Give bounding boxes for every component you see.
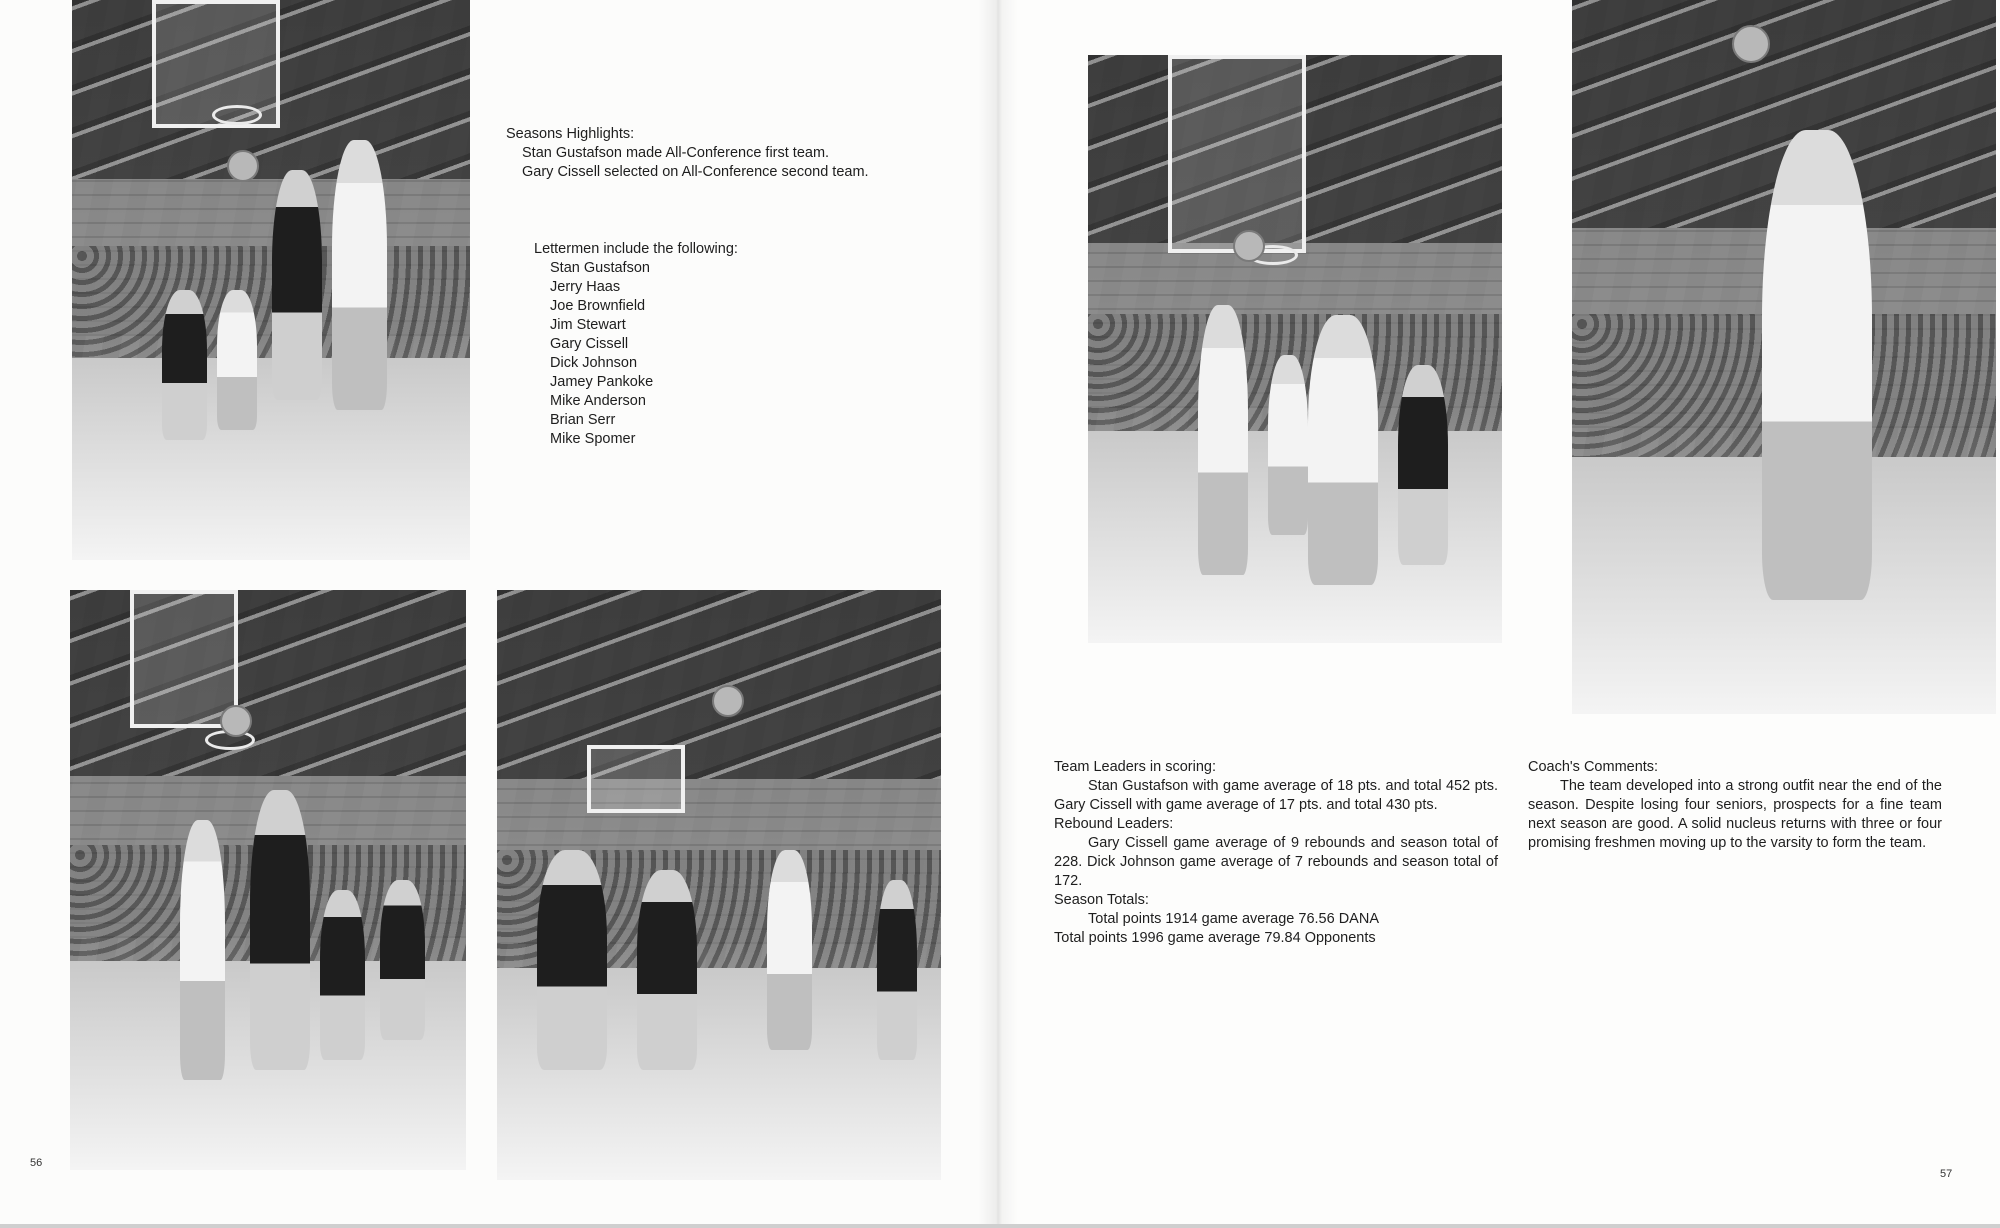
letterman-name: Mike Spomer xyxy=(550,431,636,447)
rebound-heading: Rebound Leaders: xyxy=(1054,816,1174,832)
lettermen-names xyxy=(534,259,834,449)
rebound-text: Gary Cissell game average of 9 rebounds and season total of 228. Dick Johnson game average of 7 rebounds and season total of 172. xyxy=(1054,835,1498,889)
season-highlights xyxy=(506,125,966,182)
page-number-left: 56 xyxy=(30,1157,43,1169)
photo-tip-off xyxy=(497,590,941,1180)
letterman-name: Brian Serr xyxy=(550,412,616,428)
photo-jump-shot-number-24 xyxy=(1572,0,1996,714)
letterman-name: Gary Cissell xyxy=(550,336,629,352)
photo-rebound-under-basket xyxy=(72,0,470,560)
right-page xyxy=(996,0,2000,1228)
page-number-right: 57 xyxy=(1940,1168,1953,1180)
letterman-name: Dick Johnson xyxy=(550,355,638,371)
season-totals-opponents: Total points 1996 game average 79.84 Opponents xyxy=(1054,930,1376,946)
season-highlights-heading: Seasons Highlights: xyxy=(506,126,635,142)
lettermen-heading: Lettermen include the following: xyxy=(534,241,738,257)
coach-comments-heading: Coach's Comments: xyxy=(1528,759,1659,775)
letterman-name: Jim Stewart xyxy=(550,317,626,333)
season-totals-heading: Season Totals: xyxy=(1054,892,1149,908)
letterman-name: Mike Anderson xyxy=(550,393,646,409)
letterman-name: Joe Brownfield xyxy=(550,298,646,314)
scoring-text: Stan Gustafson with game average of 18 pts. and total 452 pts. Gary Cissell with game average of 17 pts. and total 430 pts. xyxy=(1054,778,1498,813)
photo-jump-shot-number-31 xyxy=(70,590,466,1170)
scoring-heading: Team Leaders in scoring: xyxy=(1054,759,1216,775)
highlight-line: Stan Gustafson made All-Conference first team. xyxy=(522,145,830,161)
highlight-line: Gary Cissell selected on All-Conference second team. xyxy=(522,164,869,180)
book-gutter xyxy=(978,0,1018,1228)
letterman-name: Jerry Haas xyxy=(550,279,621,295)
coach-comments xyxy=(1528,758,1942,853)
letterman-name: Jamey Pankoke xyxy=(550,374,654,390)
page-bottom-edge xyxy=(0,1224,2000,1228)
left-page xyxy=(0,0,996,1228)
photo-rebound-scramble xyxy=(1088,55,1502,643)
lettermen-list xyxy=(534,240,834,449)
season-totals-dana: Total points 1914 game average 76.56 DANA xyxy=(1088,911,1379,927)
coach-comments-text: The team developed into a strong outfit near the end of the season. Despite losing four seniors, prospects for a fine team next season are good. A solid nucleus returns with three or four promising freshmen moving up to the varsity to form the team. xyxy=(1528,778,1942,851)
team-leaders xyxy=(1054,758,1498,948)
letterman-name: Stan Gustafson xyxy=(550,260,650,276)
